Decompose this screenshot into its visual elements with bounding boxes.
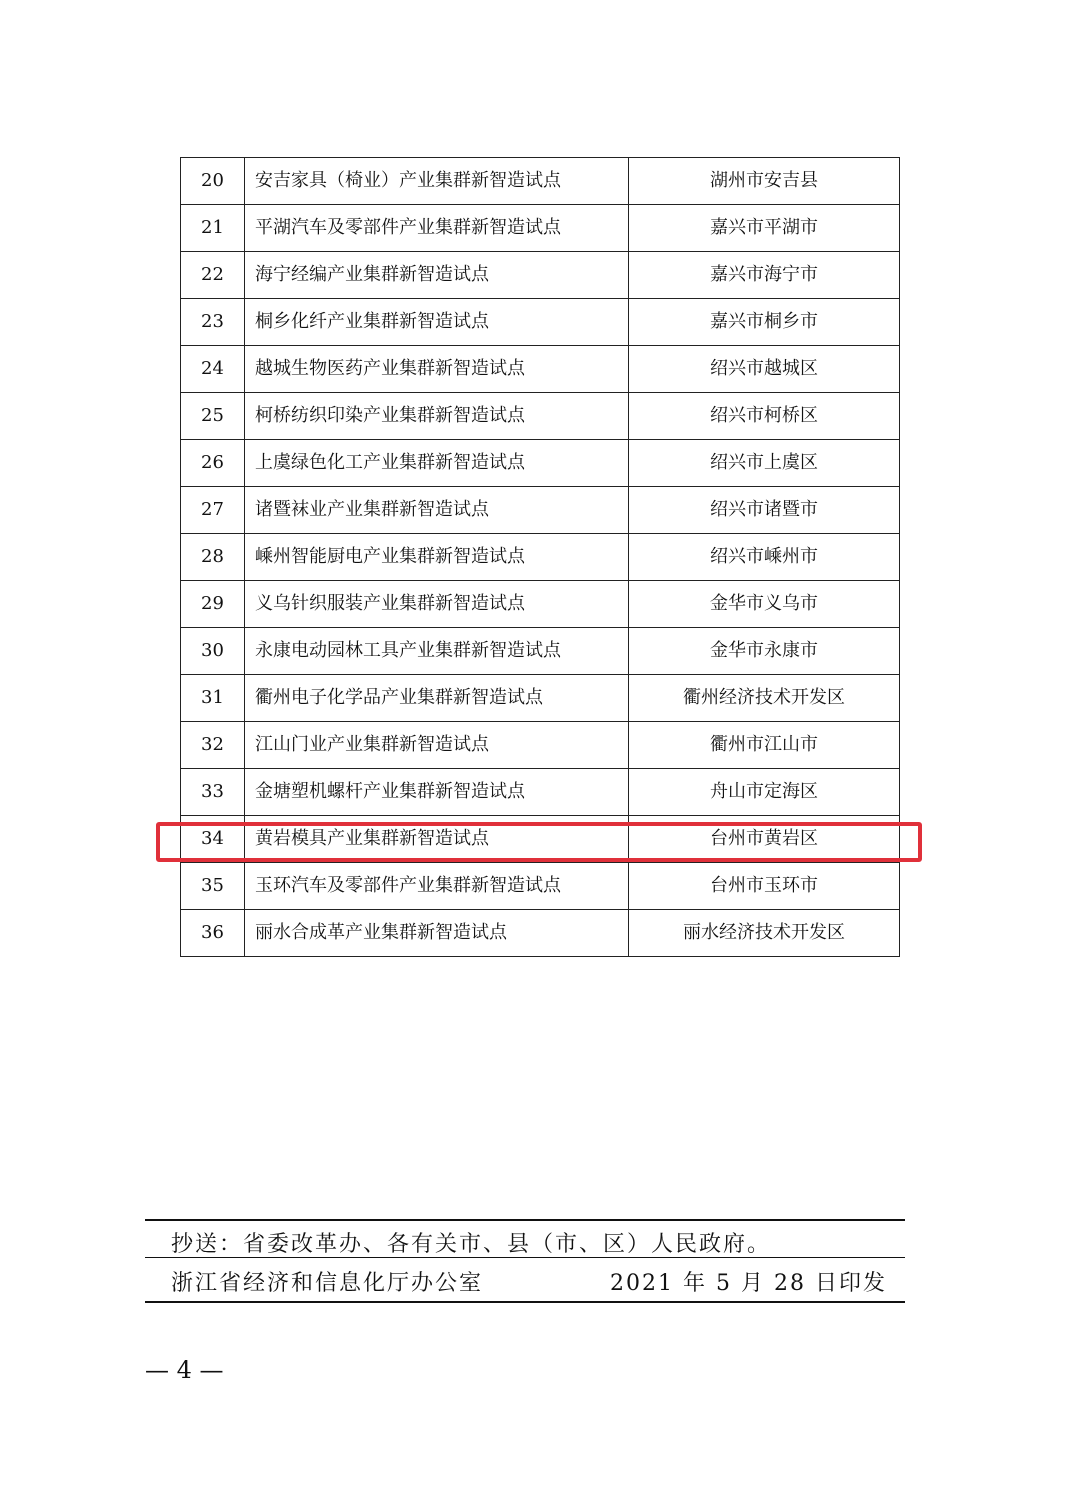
table-row bbox=[181, 252, 900, 299]
footer-middle-rule bbox=[145, 1257, 905, 1258]
row-number: 24 bbox=[181, 346, 245, 393]
pilot-name: 衢州电子化学品产业集群新智造试点 bbox=[245, 675, 629, 722]
pilot-region: 台州市玉环市 bbox=[629, 863, 900, 910]
table-row bbox=[181, 628, 900, 675]
pilot-name: 金塘塑机螺杆产业集群新智造试点 bbox=[245, 769, 629, 816]
pilot-region: 台州市黄岩区 bbox=[629, 816, 900, 863]
pilot-list-body bbox=[181, 158, 900, 957]
cc-recipients: 抄送：省委改革办、各有关市、县（市、区）人民政府。 bbox=[171, 1232, 772, 1257]
pilot-name: 嵊州智能厨电产业集群新智造试点 bbox=[245, 534, 629, 581]
pilot-region: 金华市永康市 bbox=[629, 628, 900, 675]
footer-top-rule bbox=[145, 1219, 905, 1221]
row-number: 22 bbox=[181, 252, 245, 299]
pilot-region: 嘉兴市桐乡市 bbox=[629, 299, 900, 346]
pilot-region: 绍兴市越城区 bbox=[629, 346, 900, 393]
pilot-region: 湖州市安吉县 bbox=[629, 158, 900, 205]
pilot-region: 舟山市定海区 bbox=[629, 769, 900, 816]
row-number: 29 bbox=[181, 581, 245, 628]
row-number: 33 bbox=[181, 769, 245, 816]
table-row bbox=[181, 863, 900, 910]
pilot-name: 诸暨袜业产业集群新智造试点 bbox=[245, 487, 629, 534]
pilot-name: 上虞绿色化工产业集群新智造试点 bbox=[245, 440, 629, 487]
pilot-region: 嘉兴市平湖市 bbox=[629, 205, 900, 252]
pilot-name: 安吉家具（椅业）产业集群新智造试点 bbox=[245, 158, 629, 205]
pilot-name: 柯桥纺织印染产业集群新智造试点 bbox=[245, 393, 629, 440]
row-number: 36 bbox=[181, 910, 245, 957]
table-row bbox=[181, 534, 900, 581]
row-number: 20 bbox=[181, 158, 245, 205]
row-number: 28 bbox=[181, 534, 245, 581]
row-number: 27 bbox=[181, 487, 245, 534]
table-row bbox=[181, 487, 900, 534]
pilot-name: 义乌针织服装产业集群新智造试点 bbox=[245, 581, 629, 628]
page-number: — 4 — bbox=[145, 1356, 224, 1384]
table-row bbox=[181, 346, 900, 393]
table-row bbox=[181, 299, 900, 346]
row-number: 34 bbox=[181, 816, 245, 863]
footer-bottom-rule bbox=[145, 1301, 905, 1303]
pilot-region: 绍兴市上虞区 bbox=[629, 440, 900, 487]
pilot-name: 永康电动园林工具产业集群新智造试点 bbox=[245, 628, 629, 675]
pilot-name: 平湖汽车及零部件产业集群新智造试点 bbox=[245, 205, 629, 252]
pilot-region: 金华市义乌市 bbox=[629, 581, 900, 628]
row-number: 31 bbox=[181, 675, 245, 722]
pilot-region: 衢州市江山市 bbox=[629, 722, 900, 769]
pilot-name: 黄岩模具产业集群新智造试点 bbox=[245, 816, 629, 863]
pilot-name: 江山门业产业集群新智造试点 bbox=[245, 722, 629, 769]
table-row bbox=[181, 910, 900, 957]
row-number: 32 bbox=[181, 722, 245, 769]
row-number: 35 bbox=[181, 863, 245, 910]
row-number: 21 bbox=[181, 205, 245, 252]
table-row bbox=[181, 722, 900, 769]
pilot-list-table bbox=[180, 157, 900, 957]
pilot-region: 绍兴市嵊州市 bbox=[629, 534, 900, 581]
pilot-name: 玉环汽车及零部件产业集群新智造试点 bbox=[245, 863, 629, 910]
pilot-name: 桐乡化纤产业集群新智造试点 bbox=[245, 299, 629, 346]
issue-date: 2021 年 5 月 28 日印发 bbox=[610, 1271, 887, 1296]
table-row bbox=[181, 440, 900, 487]
table-row bbox=[181, 675, 900, 722]
pilot-region: 丽水经济技术开发区 bbox=[629, 910, 900, 957]
issuing-office: 浙江省经济和信息化厅办公室 bbox=[171, 1271, 484, 1296]
document-footer bbox=[145, 1219, 905, 1303]
table-row bbox=[181, 769, 900, 816]
table-row bbox=[181, 158, 900, 205]
table-row bbox=[181, 581, 900, 628]
table-row-highlighted bbox=[181, 816, 900, 863]
pilot-name: 丽水合成革产业集群新智造试点 bbox=[245, 910, 629, 957]
pilot-region: 绍兴市柯桥区 bbox=[629, 393, 900, 440]
table-row bbox=[181, 393, 900, 440]
table-row bbox=[181, 205, 900, 252]
pilot-name: 海宁经编产业集群新智造试点 bbox=[245, 252, 629, 299]
row-number: 30 bbox=[181, 628, 245, 675]
row-number: 25 bbox=[181, 393, 245, 440]
row-number: 23 bbox=[181, 299, 245, 346]
pilot-region: 绍兴市诸暨市 bbox=[629, 487, 900, 534]
pilot-name: 越城生物医药产业集群新智造试点 bbox=[245, 346, 629, 393]
pilot-region: 嘉兴市海宁市 bbox=[629, 252, 900, 299]
row-number: 26 bbox=[181, 440, 245, 487]
pilot-region: 衢州经济技术开发区 bbox=[629, 675, 900, 722]
